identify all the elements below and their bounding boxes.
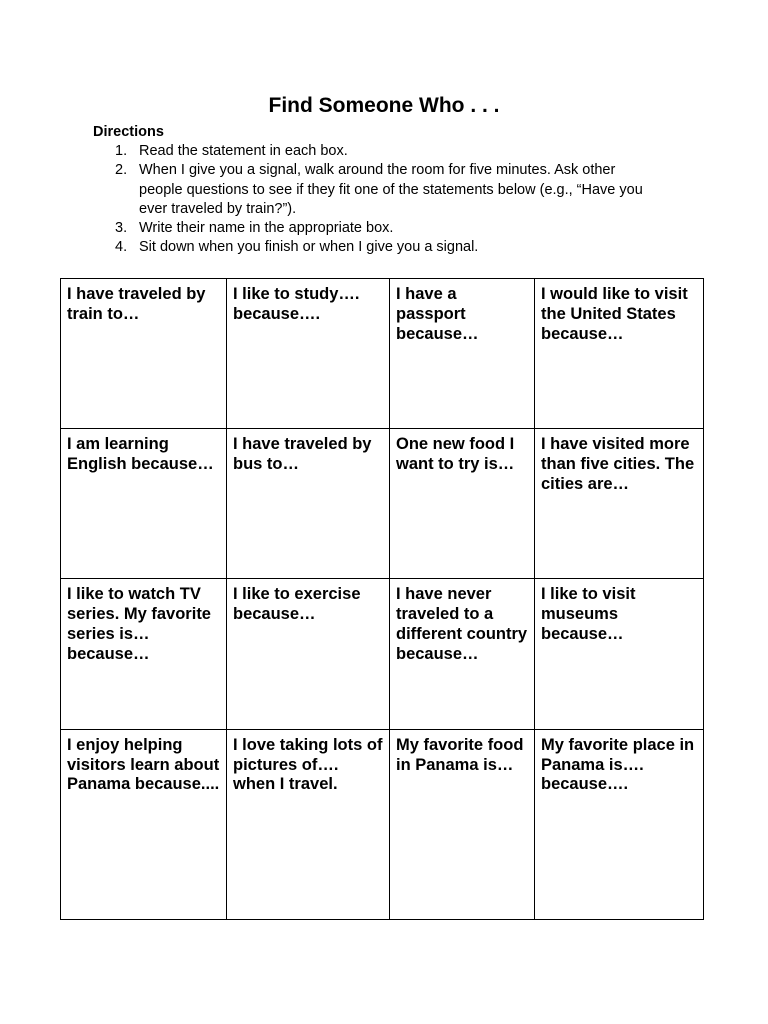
grid-row	[61, 429, 704, 579]
grid-cell[interactable]: My favorite place in Panama is…. because….	[535, 729, 704, 919]
direction-text: When I give you a signal, walk around the room for five minutes. Ask other people questions to see if they fit one of the statements below (e.g., “Have you ever traveled by train?”).	[139, 162, 643, 217]
grid-cell[interactable]: I like to study…. because….	[227, 279, 390, 429]
direction-number: 2.	[115, 162, 128, 179]
grid-cell[interactable]: I am learning English because…	[61, 429, 227, 579]
direction-number: 4.	[115, 239, 128, 256]
direction-number: 1.	[115, 143, 128, 159]
grid-row	[61, 579, 704, 729]
grid-cell[interactable]: I have traveled by train to…	[61, 279, 227, 429]
grid-cell[interactable]: I enjoy helping visitors learn about Panama because....	[61, 729, 227, 919]
directions-list	[115, 142, 660, 258]
grid-cell[interactable]: I have a passport because…	[390, 279, 535, 429]
grid-cell[interactable]: I have never traveled to a different country because…	[390, 579, 535, 729]
direction-item	[115, 219, 660, 238]
direction-item	[115, 238, 660, 257]
grid-cell[interactable]: I love taking lots of pictures of…. when I travel.	[227, 729, 390, 919]
page-title: Find Someone Who . . .	[268, 94, 500, 117]
direction-number: 3.	[115, 220, 128, 237]
grid-cell[interactable]: I like to exercise because…	[227, 579, 390, 729]
grid-row	[61, 729, 704, 919]
grid-cell[interactable]: I like to watch TV series. My favorite series is…because…	[61, 579, 227, 729]
grid-cell[interactable]: My favorite food in Panama is…	[390, 729, 535, 919]
direction-text: Read the statement in each box.	[139, 143, 348, 159]
direction-item	[115, 161, 660, 219]
grid-cell[interactable]: I have traveled by bus to…	[227, 429, 390, 579]
grid-cell[interactable]: I like to visit museums because…	[535, 579, 704, 729]
find-someone-grid	[60, 278, 704, 920]
grid-cell[interactable]: I have visited more than five cities. The cities are…	[535, 429, 704, 579]
grid-cell[interactable]: I would like to visit the United States because…	[535, 279, 704, 429]
directions-heading: Directions	[93, 124, 164, 140]
direction-item	[115, 142, 660, 161]
direction-text: Write their name in the appropriate box.	[139, 220, 394, 237]
direction-text: Sit down when you finish or when I give you a signal.	[139, 239, 479, 256]
grid-cell[interactable]: One new food I want to try is…	[390, 429, 535, 579]
grid-row	[61, 279, 704, 429]
